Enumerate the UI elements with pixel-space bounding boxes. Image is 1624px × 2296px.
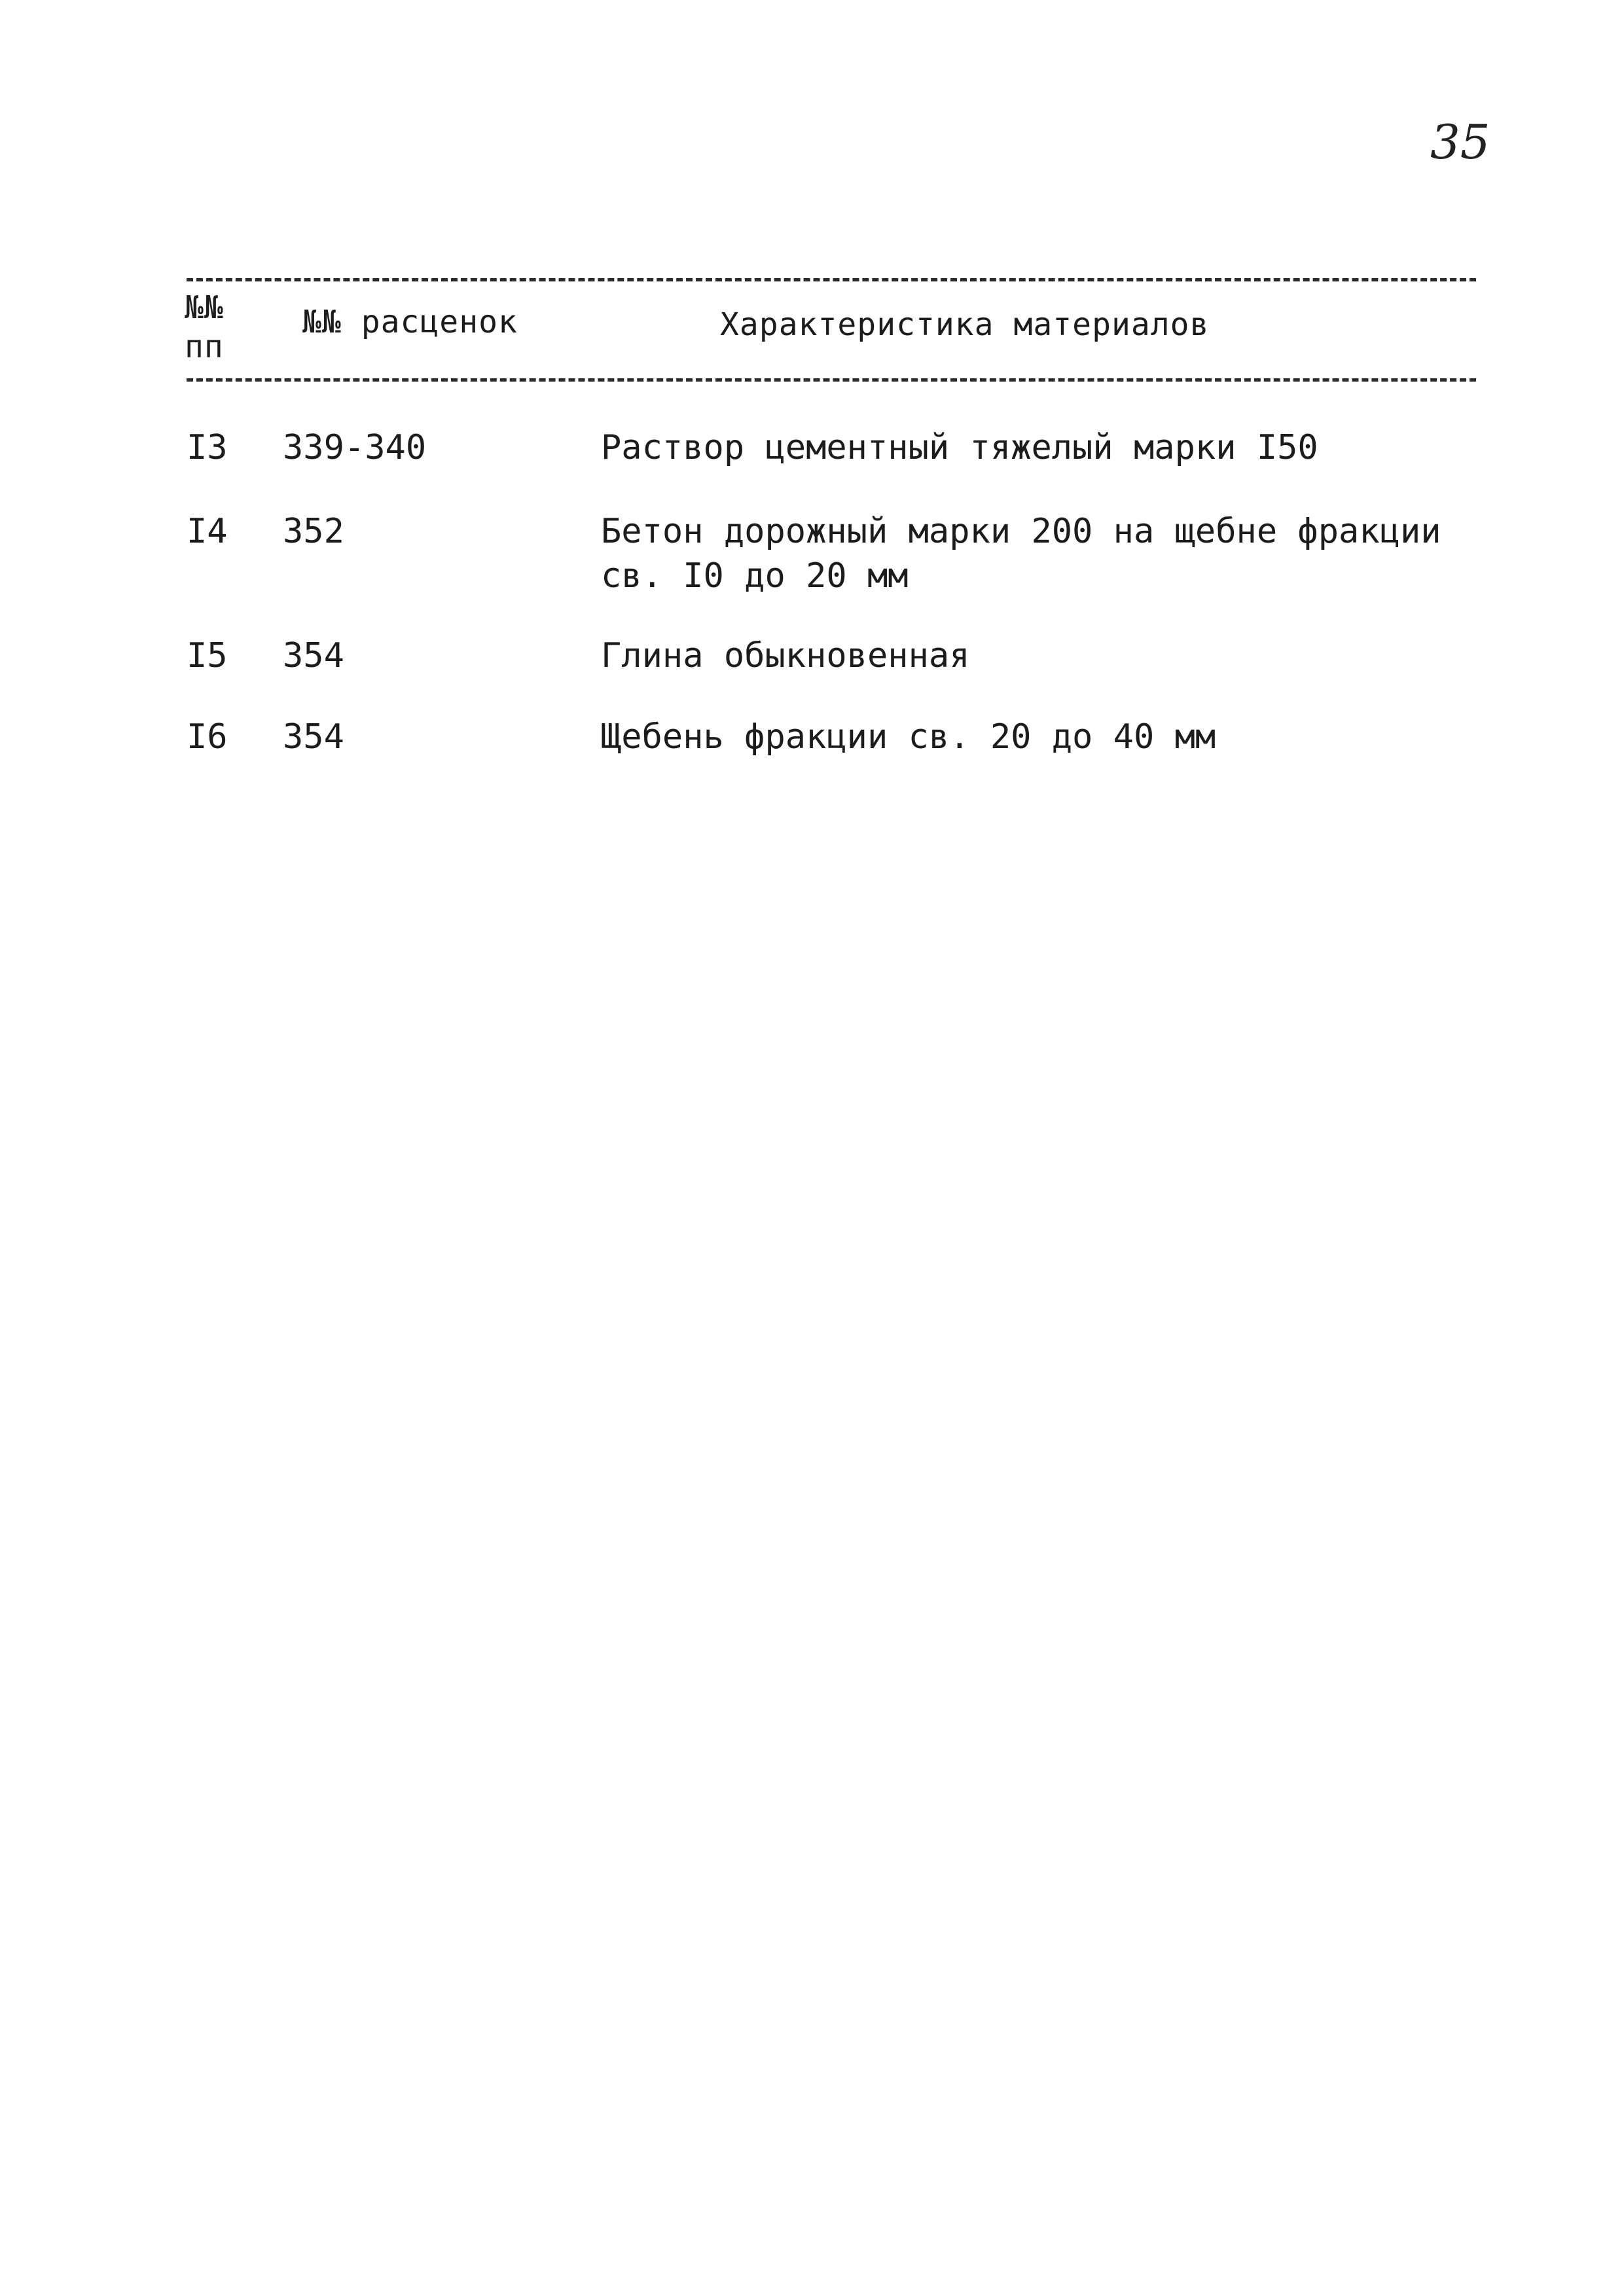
header-material-description: Характеристика материалов [720,306,1210,343]
row-description: Бетон дорожный марки 200 на щебне фракции св. I0 до 20 мм [601,512,1441,596]
row-description: Щебень фракции св. 20 до 40 мм [601,717,1216,757]
header-item-number: №№ пп [185,289,224,365]
row-rate: 352 [283,512,344,551]
page-number: 35 [1430,115,1490,170]
row-rate: 354 [283,636,344,675]
row-number: I5 [187,636,228,675]
row-number: I6 [187,717,228,757]
row-description: Раствор цементный тяжелый марки I50 [601,428,1318,467]
row-number: I3 [187,428,228,467]
table-top-rule [187,278,1476,281]
row-rate: 339-340 [283,428,427,467]
row-number: I4 [187,512,228,551]
header-rate-numbers: №№ расценок [302,304,518,340]
row-rate: 354 [283,717,344,757]
row-description: Глина обыкновенная [601,636,970,675]
table-header-rule [187,378,1476,382]
